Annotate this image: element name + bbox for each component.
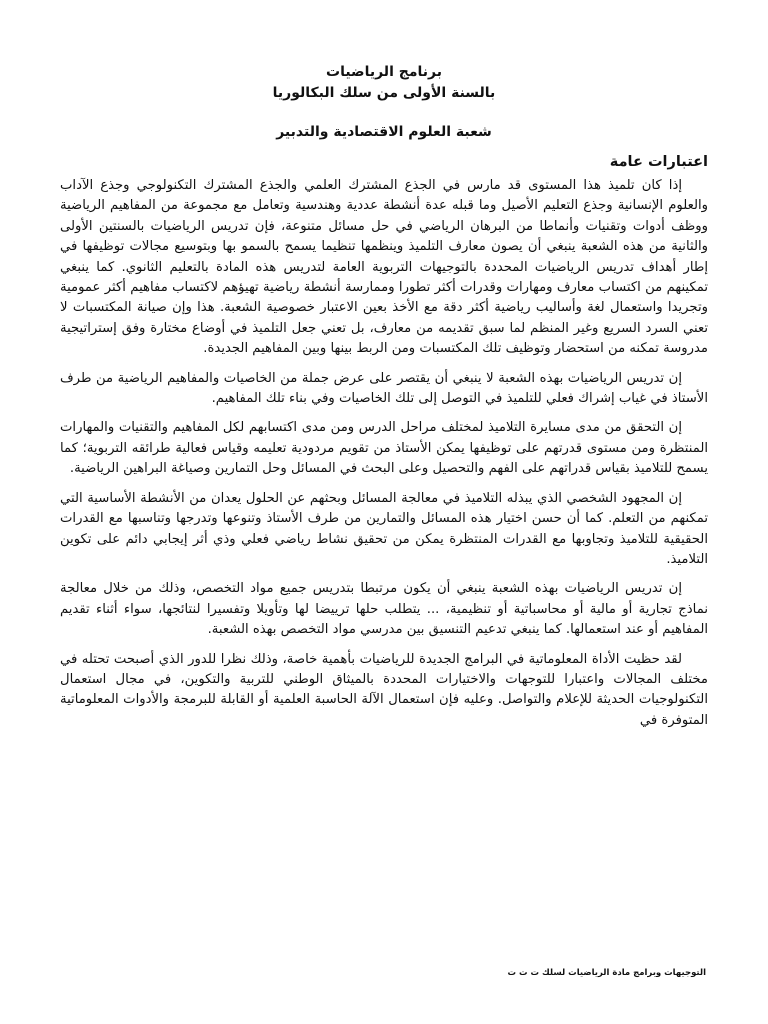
document-heading — [60, 62, 708, 104]
document-subtitle: بالسنة الأولى من سلك البكالوريا — [272, 85, 496, 101]
paragraph-5: إن تدريس الرياضيات بهذه الشعبة ينبغي أن يكون مرتبطا بتدريس جميع مواد التخصص، وذلك من خلال معالجة نماذج تجارية أو مالية أو محاسباتية أو تنظيمية، ... يتطلب حلها ترييضا لها وتأويلا وتفسيرا لنتائجها، سواء أثناء تقديم المفاهيم أو عند استعمالها. كما ينبغي تدعيم التنسيق بين مدرسي مواد التخصص بهذه الشعبة. — [60, 581, 708, 638]
paragraph-6: لقد حظيت الأداة المعلوماتية في البرامج الجديدة للرياضيات بأهمية خاصة، وذلك نظرا للدور الذي أصبحت تحتله في مختلف المجالات واعتبارا للتوجهات والاختيارات المحددة بالميثاق الوطني للتربية والتكوين، في مجال استعمال التكنولوجيات الحديثة للإعلام والتواصل. وعليه فإن استعمال الآلة الحاسبة العلمية أو القابلة للبرمجة والأدوات المعلوماتية المتوفرة في — [60, 651, 708, 728]
paragraph-2: إن تدريس الرياضيات بهذه الشعبة لا ينبغي أن يقتصر على عرض جملة من الخاصيات والمفاهيم الرياضية من طرف الأستاذ في غياب إشراك فعلي للتلميذ في التوصل إلى تلك الخاصيات وفي بناء تلك المفاهيم. — [60, 370, 708, 407]
paragraph-1: إذا كان تلميذ هذا المستوى قد مارس في الجذع المشترك العلمي والجذع المشترك التكنولوجي وجذع الآداب والعلوم الإنسانية وجذع التعليم الأصيل وما قبله عدة أنشطة عددية وهندسية وتعامل مع مجموعة من المفاهيم الرياضية ووظف أدوات وتقنيات وأنماطا من البرهان الرياضي في حل مسائل متنوعة، فإن تدريس الرياضيات بالسنتين الأولى والثانية من هذه الشعبة ينبغي أن يصون معارف التلميذ وينظمها تنظيما يسمح بالسمو بها وبتوسيع مجالات توظيفها في إطار أهداف تدريس الرياضيات المحددة بالتوجيهات التربوية العامة لتدريس هذه المادة بالتعليم الثانوي. كما ينبغي تمكينهم من اكتساب معارف ومهارات وقدرات أكثر تطورا وممارسة أنشطة رياضية تهيؤهم لاكتساب مفاهيم أكثر عمومية وتجريدا واستعمال لغة وأساليب رياضية أكثر دقة مع الأخذ بعين الاعتبار خصوصية الشعبة. هذا وإن صيانة المكتسبات لا تعني السرد السريع وغير المنظم لما سبق تقديمه من معارف، بل تعني جعل التلميذ في أوضاع مختارة وفق إستراتيجية مدروسة تمكنه من استحضار وتوظيف تلك المكتسبات ومن الربط بينها وبين المفاهيم الجديدة. — [60, 178, 708, 357]
document-page — [60, 62, 708, 740]
page-footer: التوجيهات وبرامج مادة الرياضيات لسلك ت ت ت — [507, 968, 706, 978]
document-title: برنامج الرياضيات — [326, 64, 442, 80]
paragraph-4: إن المجهود الشخصي الذي يبذله التلاميذ في معالجة المسائل وبحثهم عن الحلول يعدان من الأنشطة الأساسية التي تمكنهم من التعلم. كما أن حسن اختيار هذه المسائل والتمارين من طرف الأستاذ وتنوعها وتدرجها وتناسبها مع القدرات الحقيقية للتلاميذ وتجاوبها مع القدرات المنتظرة يمكن من تحقيق نشاط رياضي فعلي وذي أثر إيجابي دائم على تكوين التلاميذ. — [60, 490, 708, 567]
paragraph-3: إن التحقق من مدى مسايرة التلاميذ لمختلف مراحل الدرس ومن مدى اكتسابهم لكل المفاهيم والتقنيات والمهارات المنتظرة ومن مستوى قدرتهم على توظيفها يمكن الأستاذ من تقويم مردودية تعليمه وقياس فعالية طرائقه التربوية؛ كما يسمح للتلاميذ بقياس قدراتهم على الفهم والتحصيل وعلى البحث في المسائل وحل التمارين وصياغة البراهين الرياضية. — [60, 420, 708, 477]
section-title: اعتبارات عامة — [609, 154, 708, 170]
track-title: شعبة العلوم الاقتصادية والتدبير — [276, 124, 492, 140]
